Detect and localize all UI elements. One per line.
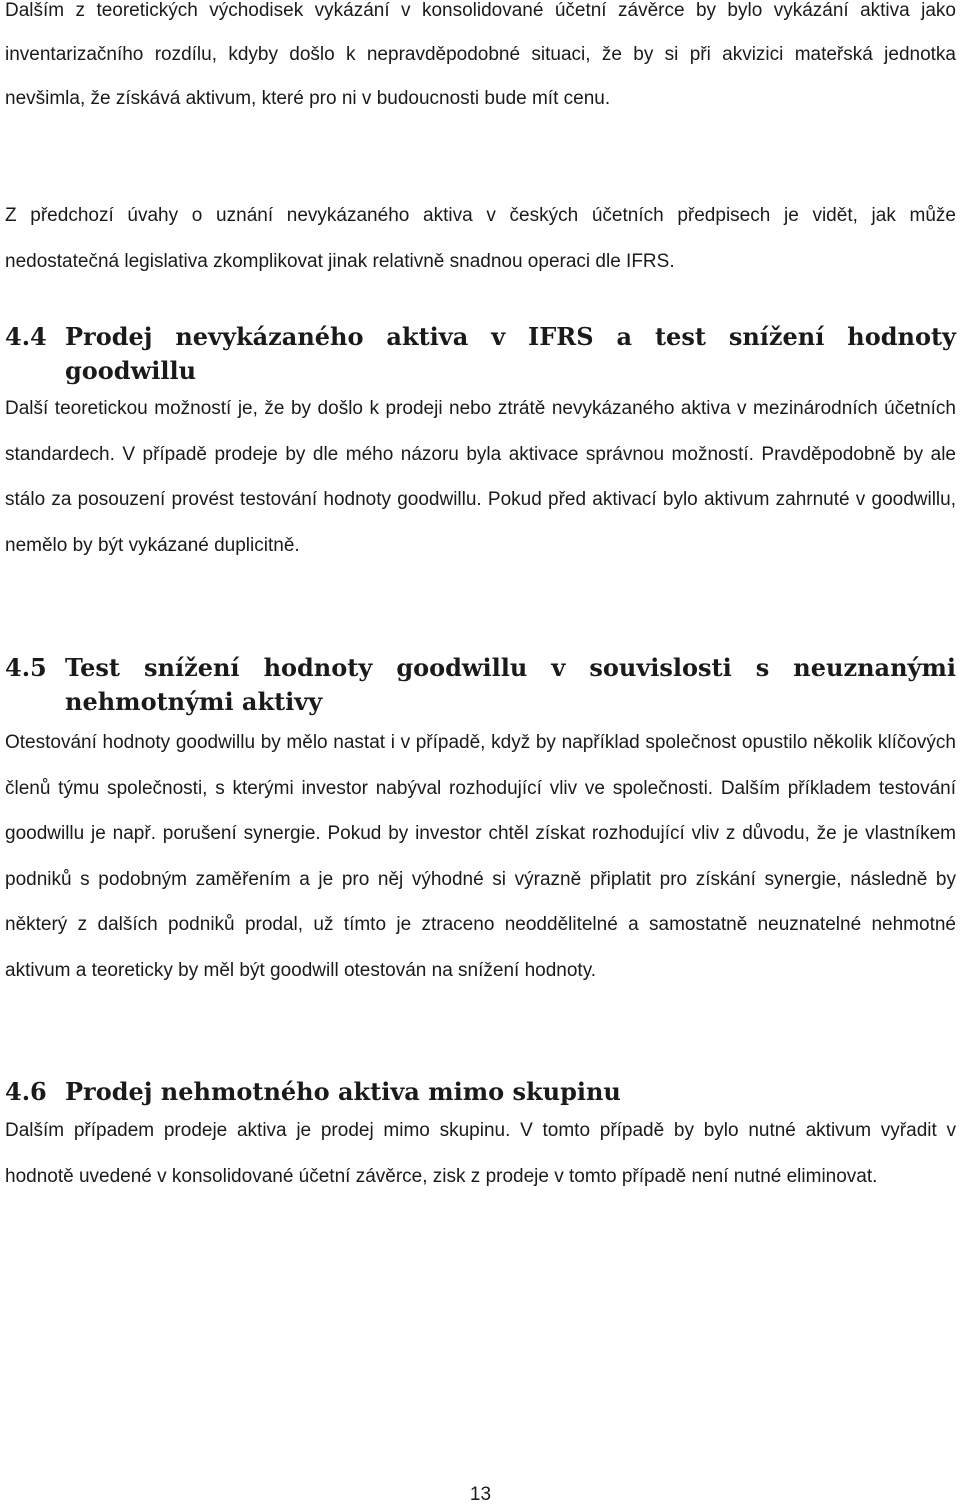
section-number: 4.6 <box>5 1077 47 1106</box>
section-heading-4-6 <box>5 1075 956 1109</box>
section-heading-4-4 <box>5 320 956 388</box>
paragraph-sale-outside-group: Dalším případem prodeje aktiva je prodej mimo skupinu. V tomto případě by bylo nutné aktivum vyřadit v hodnotě uvedené v konsolidované účetní závěrce, zisk z prodeje v tomto případě není nutné eliminovat. <box>5 1120 956 1187</box>
paragraph-inventory-difference: Dalším z teoretických východisek vykázání v konsolidované účetní závěrce by bylo vykázání aktiva jako inventarizačního rozdílu, kdyby došlo k nepravděpodobné situaci, že by si při akvizici mateřská jednotka nevšimla, že získává aktivum, které pro ni v budoucnosti bude mít cenu. <box>5 0 956 109</box>
section-title: Test snížení hodnoty goodwillu v souvislosti s neuznanými nehmotnými aktivy <box>65 653 956 716</box>
section-title: Prodej nehmotného aktiva mimo skupinu <box>65 1077 621 1106</box>
paragraph-czech-regulations: Z předchozí úvahy o uznání nevykázaného aktiva v českých účetních předpisech je vidět, jak může nedostatečná legislativa zkomplikovat jinak relativně snadnou operaci dle IFRS. <box>5 205 956 272</box>
paragraph-sale-ifrs: Další teoretickou možností je, že by došlo k prodeji nebo ztrátě nevykázaného aktiva v mezinárodních účetních standardech. V případě prodeje by dle mého názoru byla aktivace správnou možností. Pravděpodobně by ale stálo za posouzení provést testování hodnoty goodwillu. Pokud před aktivací bylo aktivum zahrnuté v goodwillu, nemělo by být vykázané duplicitně. <box>5 398 956 556</box>
section-number: 4.5 <box>5 653 47 682</box>
section-title: Prodej nevykázaného aktiva v IFRS a test snížení hodnoty goodwillu <box>65 322 956 385</box>
document-page <box>5 0 956 1505</box>
page-number: 13 <box>469 1484 492 1505</box>
section-number: 4.4 <box>5 322 47 351</box>
section-heading-4-5 <box>5 651 956 719</box>
paragraph-goodwill-test: Otestování hodnoty goodwillu by mělo nastat i v případě, když by například společnost opustilo několik klíčových členů týmu společnosti, s kterými investor nabýval rozhodující vliv ve společnosti. Dalším příkladem testování goodwillu je např. porušení synergie. Pokud by investor chtěl získat rozhodující vliv z důvodu, že je vlastníkem podniků s podobným zaměřením a je pro něj výhodné si výrazně připlatit pro získání synergie, následně by některý z dalších podniků prodal, už tímto je ztraceno neoddělitelné a samostatně neuznatelné nehmotné aktivum a teoreticky by měl být goodwill otestován na snížení hodnoty. <box>5 732 956 981</box>
